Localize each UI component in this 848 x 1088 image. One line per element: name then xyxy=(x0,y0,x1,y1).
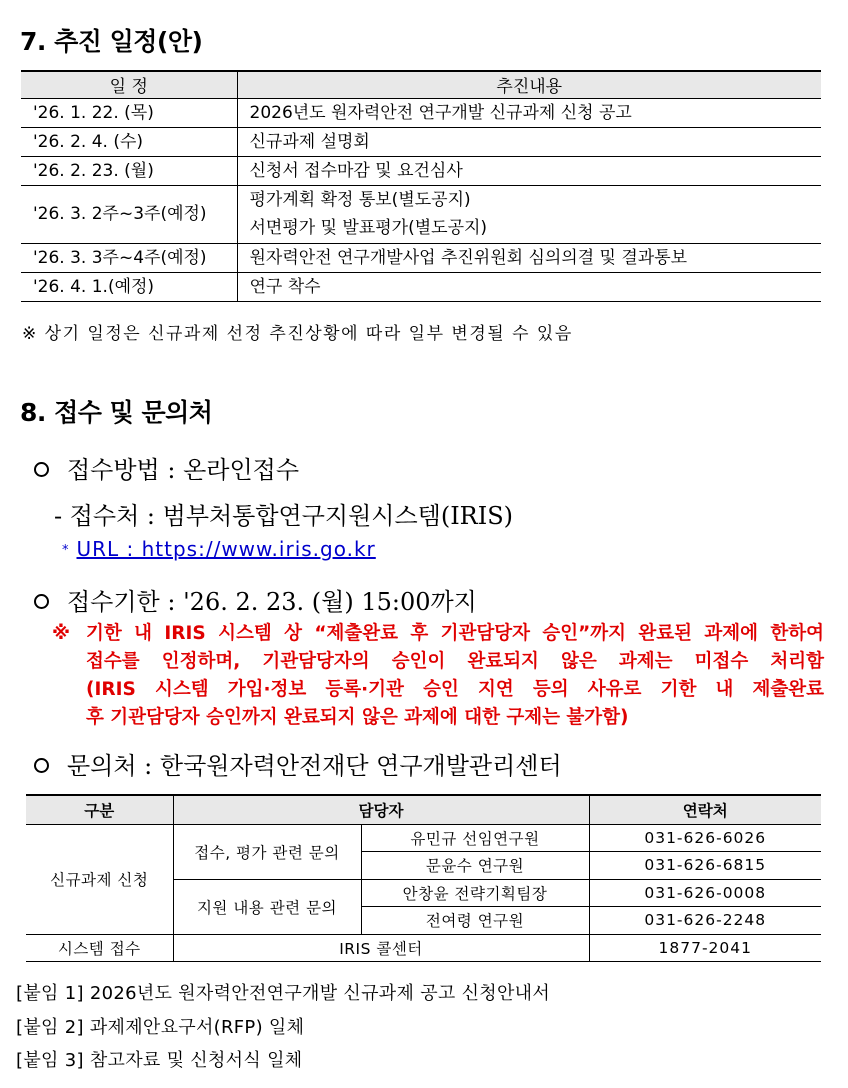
category-cell: 신규과제 신청 xyxy=(26,824,173,934)
phone-cell: 031-626-2248 xyxy=(589,907,821,935)
schedule-content: 신청서 접수마감 및 요건심사 xyxy=(237,156,821,185)
table-row xyxy=(21,98,821,127)
star-bullet-icon: * xyxy=(62,543,69,558)
schedule-date: '26. 3. 2주~3주(예정) xyxy=(21,185,237,243)
schedule-content-line: 서면평가 및 발표평가(별도공지) xyxy=(249,218,488,238)
method-item xyxy=(34,450,299,485)
phone-cell: 031-626-6026 xyxy=(589,824,821,852)
person-cell: 전여령 연구원 xyxy=(361,907,589,935)
schedule-table xyxy=(21,70,821,302)
schedule-note: ※ 상기 일정은 신규과제 선정 추진상황에 따라 일부 변경될 수 있음 xyxy=(22,324,573,344)
table-row xyxy=(26,824,821,852)
person-cell: 안창윤 전략기획팀장 xyxy=(361,879,589,907)
deadline-item xyxy=(34,582,477,617)
schedule-content: 원자력안전 연구개발사업 추진위원회 심의의결 및 결과통보 xyxy=(237,243,821,272)
attachment-item: [붙임 2] 과제제안요구서(RFP) 일체 xyxy=(16,1017,305,1038)
header-content: 추진내용 xyxy=(237,71,821,98)
table-header-row xyxy=(26,795,821,824)
schedule-date: '26. 4. 1.(예정) xyxy=(21,272,237,301)
table-header-row xyxy=(21,71,821,98)
schedule-content-line: 평가계획 확정 통보(별도공지) xyxy=(249,190,471,210)
category-cell: 시스템 접수 xyxy=(26,934,173,962)
person-cell: 유민규 선임연구원 xyxy=(361,824,589,852)
warning-line: 기한 내 IRIS 시스템 상 “제출완료 후 기관담당자 승인”까지 완료된 과제에 한하여 xyxy=(86,623,824,644)
reference-mark-icon: ※ xyxy=(52,623,70,644)
table-row xyxy=(26,934,821,962)
section-7-title: 7. 추진 일정(안) xyxy=(20,27,203,56)
inquiry-text: 문의처 : 한국원자력안전재단 연구개발관리센터 xyxy=(67,752,562,780)
deadline-text: 접수기한 : '26. 2. 23. (월) 15:00까지 xyxy=(67,588,477,616)
table-row xyxy=(21,127,821,156)
schedule-date: '26. 3. 3주~4주(예정) xyxy=(21,243,237,272)
deadline-warning xyxy=(52,620,824,732)
person-cell: IRIS 콜센터 xyxy=(173,934,589,962)
schedule-date: '26. 2. 23. (월) xyxy=(21,156,237,185)
circle-bullet-icon xyxy=(34,462,49,477)
schedule-content: 신규과제 설명회 xyxy=(237,127,821,156)
url-item xyxy=(62,537,376,561)
warning-line: (IRIS 시스템 가입·정보 등록·기관 승인 지연 등의 사유로 기한 내 제출완료 xyxy=(86,679,824,700)
schedule-content: 2026년도 원자력안전 연구개발 신규과제 신청 공고 xyxy=(237,98,821,127)
phone-cell: 031-626-6815 xyxy=(589,852,821,880)
attachment-item: [붙임 3] 참고자료 및 신청서식 일체 xyxy=(16,1050,303,1071)
table-row xyxy=(21,272,821,301)
circle-bullet-icon xyxy=(34,594,49,609)
subcategory-cell: 지원 내용 관련 문의 xyxy=(173,879,361,934)
circle-bullet-icon xyxy=(34,758,49,773)
attachment-item: [붙임 1] 2026년도 원자력안전연구개발 신규과제 공고 신청안내서 xyxy=(16,983,551,1004)
subcategory-cell: 접수, 평가 관련 문의 xyxy=(173,824,361,879)
phone-cell: 1877-2041 xyxy=(589,934,821,962)
header-category: 구분 xyxy=(26,795,173,824)
person-cell: 문윤수 연구원 xyxy=(361,852,589,880)
inquiry-item xyxy=(34,746,562,781)
schedule-content xyxy=(237,185,821,243)
table-row xyxy=(21,243,821,272)
schedule-content: 연구 착수 xyxy=(237,272,821,301)
method-text: 접수방법 : 온라인접수 xyxy=(67,456,299,484)
warning-line: 접수를 인정하며, 기관담당자의 승인이 완료되지 않은 과제는 미접수 처리함 xyxy=(86,651,824,672)
receiver-item: - 접수처 : 범부처통합연구지원시스템(IRIS) xyxy=(54,502,514,530)
schedule-date: '26. 1. 22. (목) xyxy=(21,98,237,127)
section-8-title: 8. 접수 및 문의처 xyxy=(20,398,213,427)
schedule-date: '26. 2. 4. (수) xyxy=(21,127,237,156)
header-person: 담당자 xyxy=(173,795,589,824)
iris-url-link[interactable]: URL : https://www.iris.go.kr xyxy=(76,537,376,561)
warning-line: 후 기관담당자 승인까지 완료되지 않은 과제에 대한 구제는 불가함) xyxy=(86,707,629,728)
header-date: 일 정 xyxy=(21,71,237,98)
header-phone: 연락처 xyxy=(589,795,821,824)
table-row xyxy=(21,156,821,185)
contacts-table xyxy=(26,794,821,962)
phone-cell: 031-626-0008 xyxy=(589,879,821,907)
table-row xyxy=(21,185,821,243)
